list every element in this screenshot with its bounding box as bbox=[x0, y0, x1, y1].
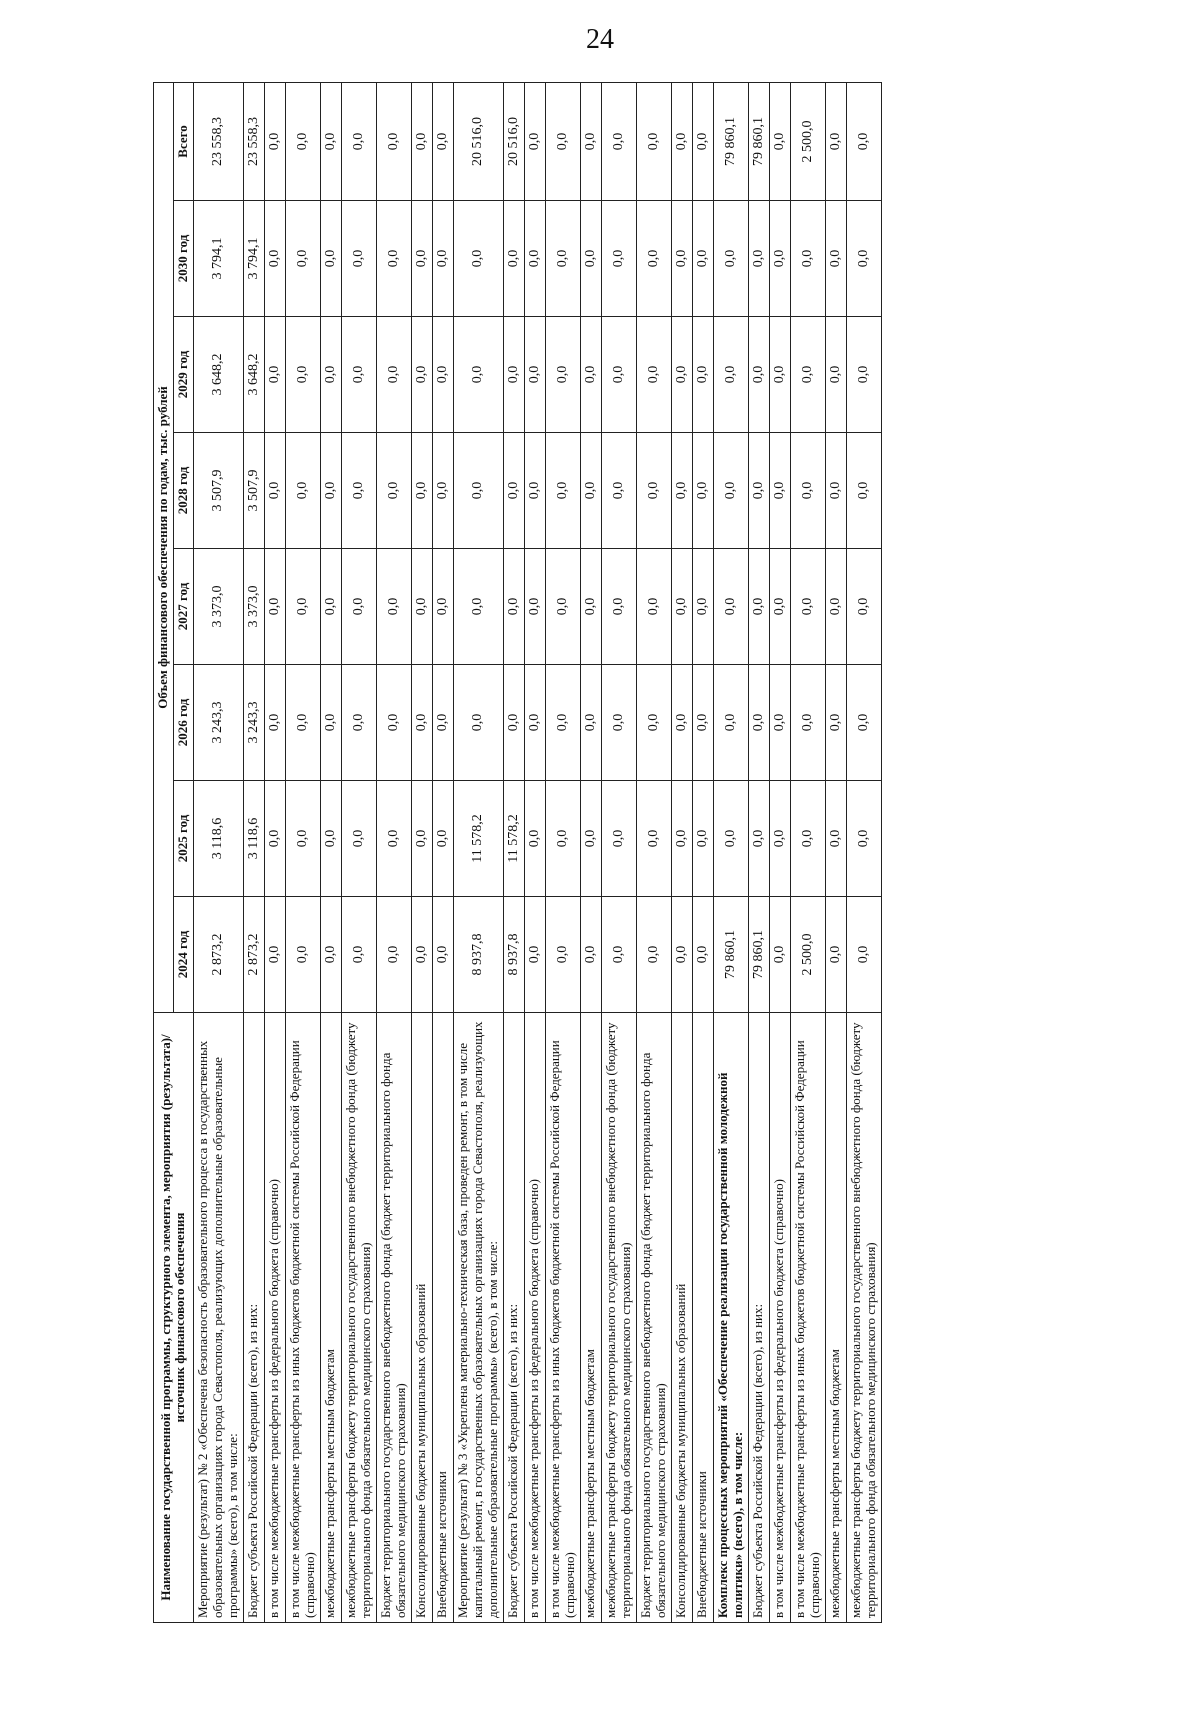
row-year-value: 0,0 bbox=[692, 549, 713, 665]
row-year-value: 0,0 bbox=[671, 201, 692, 317]
row-year-value: 0,0 bbox=[825, 781, 846, 897]
row-year-value: 0,0 bbox=[713, 781, 748, 897]
row-year-value: 0,0 bbox=[453, 317, 503, 433]
row-year-value: 0,0 bbox=[264, 781, 285, 897]
row-year-value: 0,0 bbox=[432, 665, 453, 781]
table-row bbox=[692, 82, 713, 1622]
row-year-value: 0,0 bbox=[503, 317, 524, 433]
row-total-value: 0,0 bbox=[846, 82, 881, 200]
row-year-value: 0,0 bbox=[636, 781, 671, 897]
row-label: Внебюджетные источники bbox=[692, 1013, 713, 1623]
row-year-value: 0,0 bbox=[846, 665, 881, 781]
row-year-value: 0,0 bbox=[545, 897, 580, 1013]
row-year-value: 0,0 bbox=[692, 433, 713, 549]
row-year-value: 0,0 bbox=[713, 665, 748, 781]
header-year: 2029 год bbox=[173, 317, 193, 433]
row-year-value: 0,0 bbox=[411, 433, 432, 549]
row-year-value: 0,0 bbox=[524, 433, 545, 549]
row-year-value: 0,0 bbox=[503, 665, 524, 781]
row-year-value: 0,0 bbox=[376, 549, 411, 665]
row-year-value: 0,0 bbox=[790, 433, 825, 549]
row-year-value: 0,0 bbox=[580, 549, 601, 665]
row-label: в том числе межбюджетные трансферты из иных бюджетов бюджетной системы Российской Федерации (справочно) bbox=[790, 1013, 825, 1623]
row-year-value: 0,0 bbox=[769, 781, 790, 897]
row-year-value: 0,0 bbox=[825, 201, 846, 317]
row-year-value: 0,0 bbox=[376, 433, 411, 549]
row-year-value: 0,0 bbox=[846, 897, 881, 1013]
row-year-value: 0,0 bbox=[580, 781, 601, 897]
table-row bbox=[453, 82, 503, 1622]
row-year-value: 0,0 bbox=[692, 201, 713, 317]
row-year-value: 11 578,2 bbox=[453, 781, 503, 897]
row-year-value: 3 794,1 bbox=[243, 201, 264, 317]
row-year-value: 0,0 bbox=[580, 433, 601, 549]
row-year-value: 0,0 bbox=[671, 897, 692, 1013]
page-number: 24 bbox=[586, 24, 614, 55]
row-year-value: 0,0 bbox=[411, 317, 432, 433]
row-year-value: 0,0 bbox=[713, 433, 748, 549]
table-row bbox=[285, 82, 320, 1622]
row-year-value: 0,0 bbox=[790, 781, 825, 897]
row-year-value: 0,0 bbox=[636, 665, 671, 781]
table-row bbox=[432, 82, 453, 1622]
table-row bbox=[580, 82, 601, 1622]
row-year-value: 0,0 bbox=[432, 433, 453, 549]
row-year-value: 0,0 bbox=[376, 317, 411, 433]
row-label: межбюджетные трансферты местным бюджетам bbox=[825, 1013, 846, 1623]
row-year-value: 0,0 bbox=[545, 433, 580, 549]
row-year-value: 0,0 bbox=[748, 201, 769, 317]
row-year-value: 0,0 bbox=[790, 317, 825, 433]
row-year-value: 3 373,0 bbox=[243, 549, 264, 665]
table-row bbox=[636, 82, 671, 1622]
row-year-value: 0,0 bbox=[580, 201, 601, 317]
row-year-value: 0,0 bbox=[580, 897, 601, 1013]
row-year-value: 3 243,3 bbox=[243, 665, 264, 781]
row-year-value: 0,0 bbox=[790, 201, 825, 317]
row-year-value: 0,0 bbox=[411, 781, 432, 897]
row-year-value: 3 648,2 bbox=[243, 317, 264, 433]
row-year-value: 0,0 bbox=[692, 317, 713, 433]
row-year-value: 0,0 bbox=[285, 897, 320, 1013]
row-total-value: 0,0 bbox=[545, 82, 580, 200]
row-year-value: 0,0 bbox=[411, 897, 432, 1013]
header-volume: Объем финансового обеспечения по годам, тыс. рублей bbox=[154, 82, 174, 1012]
row-year-value: 0,0 bbox=[601, 433, 636, 549]
row-year-value: 0,0 bbox=[264, 317, 285, 433]
row-year-value: 0,0 bbox=[524, 317, 545, 433]
row-year-value: 0,0 bbox=[825, 665, 846, 781]
row-year-value: 0,0 bbox=[285, 201, 320, 317]
row-year-value: 0,0 bbox=[320, 897, 341, 1013]
row-year-value: 0,0 bbox=[748, 433, 769, 549]
row-year-value: 0,0 bbox=[524, 897, 545, 1013]
row-year-value: 0,0 bbox=[790, 549, 825, 665]
row-year-value: 0,0 bbox=[264, 665, 285, 781]
row-year-value: 0,0 bbox=[545, 317, 580, 433]
header-name-column: Наименование государственной программы, структурного элемента, мероприятия (результата)/источник финансового обеспечения bbox=[154, 1013, 194, 1623]
row-year-value: 0,0 bbox=[264, 549, 285, 665]
table-row bbox=[243, 82, 264, 1622]
row-year-value: 0,0 bbox=[503, 549, 524, 665]
table-row bbox=[503, 82, 524, 1622]
row-year-value: 3 794,1 bbox=[193, 201, 243, 317]
row-label: Мероприятие (результат) № 3 «Укреплена материально-техническая база, проведен ремонт, в том числе капитальный ремонт, в государственных образовательных организациях города Севастополя, реализующих дополнительные образовательные программы» (всего), в том числе: bbox=[453, 1013, 503, 1623]
row-year-value: 2 873,2 bbox=[243, 897, 264, 1013]
row-year-value: 0,0 bbox=[846, 781, 881, 897]
table-row bbox=[193, 82, 243, 1622]
row-total-value: 20 516,0 bbox=[453, 82, 503, 200]
row-year-value: 0,0 bbox=[636, 433, 671, 549]
row-label: в том числе межбюджетные трансферты из иных бюджетов бюджетной системы Российской Федерации (справочно) bbox=[545, 1013, 580, 1623]
row-year-value: 0,0 bbox=[453, 549, 503, 665]
row-year-value: 0,0 bbox=[524, 201, 545, 317]
row-year-value: 2 500,0 bbox=[790, 897, 825, 1013]
row-label: Консолидированные бюджеты муниципальных образований bbox=[411, 1013, 432, 1623]
row-year-value: 0,0 bbox=[713, 201, 748, 317]
row-year-value: 0,0 bbox=[453, 433, 503, 549]
row-year-value: 0,0 bbox=[769, 549, 790, 665]
row-year-value: 0,0 bbox=[432, 317, 453, 433]
row-year-value: 0,0 bbox=[545, 201, 580, 317]
table-header bbox=[154, 82, 194, 1622]
row-year-value: 0,0 bbox=[692, 781, 713, 897]
row-label: межбюджетные трансферты бюджету территориального государственного внебюджетного фонда (бюджету территориального фонда обязательного медицинского страхования) bbox=[601, 1013, 636, 1623]
row-year-value: 0,0 bbox=[320, 317, 341, 433]
row-year-value: 3 118,6 bbox=[243, 781, 264, 897]
table-row bbox=[524, 82, 545, 1622]
row-label: Мероприятие (результат) № 2 «Обеспечена безопасность образовательного процесса в государственных образовательных организациях города Севастополя, реализующих дополнительные образовательные программы» (всего), в том числе: bbox=[193, 1013, 243, 1623]
row-year-value: 0,0 bbox=[636, 317, 671, 433]
row-total-value: 79 860,1 bbox=[713, 82, 748, 200]
row-year-value: 0,0 bbox=[432, 201, 453, 317]
row-year-value: 0,0 bbox=[825, 317, 846, 433]
row-year-value: 0,0 bbox=[503, 201, 524, 317]
row-total-value: 0,0 bbox=[580, 82, 601, 200]
row-year-value: 0,0 bbox=[846, 317, 881, 433]
row-year-value: 0,0 bbox=[825, 897, 846, 1013]
header-year: 2025 год bbox=[173, 781, 193, 897]
row-label: межбюджетные трансферты бюджету территориального государственного внебюджетного фонда (бюджету территориального фонда обязательного медицинского страхования) bbox=[341, 1013, 376, 1623]
table-row bbox=[264, 82, 285, 1622]
row-year-value: 0,0 bbox=[601, 897, 636, 1013]
row-total-value: 0,0 bbox=[264, 82, 285, 200]
header-year: 2026 год bbox=[173, 665, 193, 781]
row-year-value: 0,0 bbox=[769, 201, 790, 317]
row-year-value: 0,0 bbox=[790, 665, 825, 781]
row-year-value: 0,0 bbox=[545, 549, 580, 665]
row-year-value: 0,0 bbox=[825, 549, 846, 665]
row-label: Бюджет территориального государственного внебюджетного фонда (бюджет территориального фонда обязательного медицинского страхования) bbox=[636, 1013, 671, 1623]
table-row bbox=[320, 82, 341, 1622]
row-total-value: 0,0 bbox=[601, 82, 636, 200]
row-year-value: 0,0 bbox=[846, 201, 881, 317]
row-year-value: 8 937,8 bbox=[453, 897, 503, 1013]
row-year-value: 0,0 bbox=[545, 781, 580, 897]
row-year-value: 0,0 bbox=[601, 781, 636, 897]
row-label: в том числе межбюджетные трансферты из федерального бюджета (справочно) bbox=[524, 1013, 545, 1623]
row-year-value: 0,0 bbox=[671, 317, 692, 433]
table-row bbox=[671, 82, 692, 1622]
table-row bbox=[713, 82, 748, 1622]
row-year-value: 0,0 bbox=[748, 781, 769, 897]
row-total-value: 0,0 bbox=[341, 82, 376, 200]
row-year-value: 0,0 bbox=[264, 201, 285, 317]
row-year-value: 0,0 bbox=[320, 665, 341, 781]
header-year: 2027 год bbox=[173, 549, 193, 665]
row-year-value: 0,0 bbox=[545, 665, 580, 781]
row-total-value: 79 860,1 bbox=[748, 82, 769, 200]
row-total-value: 0,0 bbox=[411, 82, 432, 200]
row-year-value: 0,0 bbox=[411, 201, 432, 317]
row-total-value: 0,0 bbox=[320, 82, 341, 200]
row-year-value: 0,0 bbox=[769, 317, 790, 433]
row-year-value: 0,0 bbox=[341, 549, 376, 665]
row-year-value: 0,0 bbox=[341, 317, 376, 433]
row-year-value: 0,0 bbox=[320, 433, 341, 549]
row-year-value: 0,0 bbox=[264, 433, 285, 549]
header-year: 2030 год bbox=[173, 201, 193, 317]
row-year-value: 0,0 bbox=[846, 549, 881, 665]
row-label: межбюджетные трансферты местным бюджетам bbox=[320, 1013, 341, 1623]
row-year-value: 0,0 bbox=[320, 201, 341, 317]
row-total-value: 0,0 bbox=[524, 82, 545, 200]
row-year-value: 0,0 bbox=[671, 433, 692, 549]
row-label: Консолидированные бюджеты муниципальных образований bbox=[671, 1013, 692, 1623]
row-year-value: 0,0 bbox=[285, 665, 320, 781]
table-row bbox=[790, 82, 825, 1622]
row-year-value: 0,0 bbox=[825, 433, 846, 549]
row-year-value: 0,0 bbox=[341, 665, 376, 781]
table-row bbox=[376, 82, 411, 1622]
row-year-value: 0,0 bbox=[601, 201, 636, 317]
row-label: Бюджет субъекта Российской Федерации (всего), из них: bbox=[243, 1013, 264, 1623]
row-year-value: 0,0 bbox=[341, 781, 376, 897]
row-year-value: 0,0 bbox=[524, 781, 545, 897]
row-year-value: 0,0 bbox=[524, 665, 545, 781]
header-total: Всего bbox=[173, 82, 193, 200]
row-year-value: 0,0 bbox=[376, 665, 411, 781]
table-row bbox=[769, 82, 790, 1622]
row-year-value: 0,0 bbox=[432, 549, 453, 665]
header-year: 2028 год bbox=[173, 433, 193, 549]
row-year-value: 0,0 bbox=[453, 201, 503, 317]
row-year-value: 3 243,3 bbox=[193, 665, 243, 781]
rotated-table-container bbox=[153, 83, 1153, 1623]
row-total-value: 0,0 bbox=[671, 82, 692, 200]
row-label: в том числе межбюджетные трансферты из иных бюджетов бюджетной системы Российской Федерации (справочно) bbox=[285, 1013, 320, 1623]
row-year-value: 0,0 bbox=[320, 549, 341, 665]
row-year-value: 3 373,0 bbox=[193, 549, 243, 665]
row-year-value: 3 507,9 bbox=[243, 433, 264, 549]
row-label: Внебюджетные источники bbox=[432, 1013, 453, 1623]
row-year-value: 0,0 bbox=[601, 665, 636, 781]
row-year-value: 0,0 bbox=[285, 781, 320, 897]
row-year-value: 0,0 bbox=[601, 549, 636, 665]
row-year-value: 0,0 bbox=[285, 549, 320, 665]
row-total-value: 20 516,0 bbox=[503, 82, 524, 200]
row-total-value: 23 558,3 bbox=[243, 82, 264, 200]
row-year-value: 0,0 bbox=[524, 549, 545, 665]
table-row bbox=[748, 82, 769, 1622]
row-year-value: 0,0 bbox=[713, 549, 748, 665]
row-year-value: 0,0 bbox=[411, 549, 432, 665]
row-year-value: 0,0 bbox=[636, 201, 671, 317]
row-total-value: 0,0 bbox=[692, 82, 713, 200]
row-year-value: 0,0 bbox=[748, 549, 769, 665]
row-label: межбюджетные трансферты местным бюджетам bbox=[580, 1013, 601, 1623]
row-year-value: 0,0 bbox=[713, 317, 748, 433]
row-label: Комплекс процессных мероприятий «Обеспечение реализации государственной молодежной политики» (всего), в том числе: bbox=[713, 1013, 748, 1623]
row-total-value: 0,0 bbox=[376, 82, 411, 200]
row-year-value: 0,0 bbox=[692, 665, 713, 781]
row-label: Бюджет субъекта Российской Федерации (всего), из них: bbox=[503, 1013, 524, 1623]
row-year-value: 0,0 bbox=[748, 317, 769, 433]
row-year-value: 3 507,9 bbox=[193, 433, 243, 549]
row-year-value: 8 937,8 bbox=[503, 897, 524, 1013]
row-total-value: 0,0 bbox=[285, 82, 320, 200]
row-year-value: 0,0 bbox=[636, 897, 671, 1013]
row-year-value: 0,0 bbox=[376, 201, 411, 317]
row-total-value: 0,0 bbox=[769, 82, 790, 200]
row-label: межбюджетные трансферты бюджету территориального государственного внебюджетного фонда (бюджету территориального фонда обязательного медицинского страхования) bbox=[846, 1013, 881, 1623]
row-label: в том числе межбюджетные трансферты из федерального бюджета (справочно) bbox=[769, 1013, 790, 1623]
row-year-value: 0,0 bbox=[285, 317, 320, 433]
row-year-value: 79 860,1 bbox=[748, 897, 769, 1013]
row-year-value: 3 118,6 bbox=[193, 781, 243, 897]
row-label: в том числе межбюджетные трансферты из федерального бюджета (справочно) bbox=[264, 1013, 285, 1623]
row-total-value: 2 500,0 bbox=[790, 82, 825, 200]
table-row bbox=[545, 82, 580, 1622]
row-year-value: 0,0 bbox=[341, 433, 376, 549]
row-year-value: 0,0 bbox=[846, 433, 881, 549]
row-year-value: 0,0 bbox=[285, 433, 320, 549]
row-year-value: 0,0 bbox=[769, 897, 790, 1013]
row-year-value: 0,0 bbox=[432, 781, 453, 897]
row-year-value: 0,0 bbox=[580, 665, 601, 781]
row-year-value: 0,0 bbox=[503, 433, 524, 549]
row-year-value: 0,0 bbox=[411, 665, 432, 781]
table-body bbox=[193, 82, 881, 1622]
row-year-value: 0,0 bbox=[453, 665, 503, 781]
row-year-value: 0,0 bbox=[692, 897, 713, 1013]
financing-table bbox=[153, 82, 882, 1623]
row-year-value: 0,0 bbox=[769, 665, 790, 781]
table-row bbox=[601, 82, 636, 1622]
row-label: Бюджет территориального государственного внебюджетного фонда (бюджет территориального фонда обязательного медицинского страхования) bbox=[376, 1013, 411, 1623]
row-year-value: 0,0 bbox=[432, 897, 453, 1013]
row-year-value: 0,0 bbox=[341, 897, 376, 1013]
row-total-value: 0,0 bbox=[636, 82, 671, 200]
table-row bbox=[411, 82, 432, 1622]
row-year-value: 0,0 bbox=[769, 433, 790, 549]
row-year-value: 0,0 bbox=[636, 549, 671, 665]
row-total-value: 23 558,3 bbox=[193, 82, 243, 200]
row-year-value: 0,0 bbox=[671, 781, 692, 897]
table-row bbox=[825, 82, 846, 1622]
row-year-value: 2 873,2 bbox=[193, 897, 243, 1013]
row-year-value: 0,0 bbox=[601, 317, 636, 433]
row-year-value: 79 860,1 bbox=[713, 897, 748, 1013]
row-year-value: 0,0 bbox=[341, 201, 376, 317]
table-row bbox=[341, 82, 376, 1622]
table-row bbox=[846, 82, 881, 1622]
row-year-value: 0,0 bbox=[580, 317, 601, 433]
row-year-value: 0,0 bbox=[376, 781, 411, 897]
row-year-value: 11 578,2 bbox=[503, 781, 524, 897]
row-year-value: 0,0 bbox=[264, 897, 285, 1013]
header-year: 2024 год bbox=[173, 897, 193, 1013]
row-total-value: 0,0 bbox=[825, 82, 846, 200]
row-total-value: 0,0 bbox=[432, 82, 453, 200]
row-year-value: 0,0 bbox=[671, 665, 692, 781]
row-year-value: 0,0 bbox=[671, 549, 692, 665]
row-year-value: 0,0 bbox=[376, 897, 411, 1013]
row-label: Бюджет субъекта Российской Федерации (всего), из них: bbox=[748, 1013, 769, 1623]
row-year-value: 0,0 bbox=[748, 665, 769, 781]
row-year-value: 0,0 bbox=[320, 781, 341, 897]
row-year-value: 3 648,2 bbox=[193, 317, 243, 433]
